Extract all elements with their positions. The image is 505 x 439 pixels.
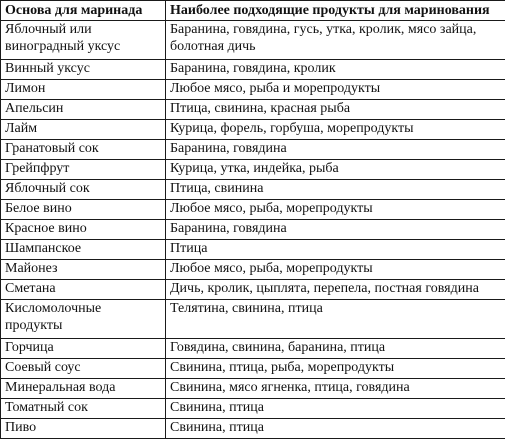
cell-products: Баранина, говядина [166,140,505,160]
cell-base: Соевый соус [1,359,166,379]
table-row [1,419,505,439]
cell-products: Свинина, птица [166,399,505,419]
cell-base: Горчица [1,339,166,359]
cell-products: Свинина, птица [166,419,505,439]
table-row [1,280,505,300]
cell-products: Любое мясо, рыба, морепродукты [166,260,505,280]
table-row [1,220,505,240]
cell-products: Баранина, говядина [166,220,505,240]
cell-base: Грейпфрут [1,160,166,180]
cell-products: Любое мясо, рыба и морепродукты [166,80,505,100]
table-row [1,60,505,80]
cell-base: Яблочный сок [1,180,166,200]
cell-products: Свинина, птица, рыба, морепродукты [166,359,505,379]
table-row [1,160,505,180]
cell-base: Минеральная вода [1,379,166,399]
cell-base: Майонез [1,260,166,280]
cell-products: Птица, свинина [166,180,505,200]
table-row [1,21,505,60]
table-row [1,120,505,140]
cell-base: Лайм [1,120,166,140]
cell-base: Красное вино [1,220,166,240]
table-row [1,300,505,339]
cell-products: Птица [166,240,505,260]
table-row [1,140,505,160]
cell-products: Любое мясо, рыба, морепродукты [166,200,505,220]
table-header-row [1,1,505,21]
cell-base: Шампанское [1,240,166,260]
table-row [1,200,505,220]
table-row [1,359,505,379]
cell-products: Телятина, свинина, птица [166,300,505,339]
table-row [1,240,505,260]
cell-products: Курица, утка, индейка, рыба [166,160,505,180]
cell-base: Кисломолочные продукты [1,300,166,339]
cell-base: Сметана [1,280,166,300]
cell-products: Говядина, свинина, баранина, птица [166,339,505,359]
cell-products: Птица, свинина, красная рыба [166,100,505,120]
cell-base: Белое вино [1,200,166,220]
table-row [1,80,505,100]
cell-products: Свинина, мясо ягненка, птица, говядина [166,379,505,399]
table-row [1,260,505,280]
cell-base: Яблочный или виноградный уксус [1,21,166,60]
cell-base: Апельсин [1,100,166,120]
cell-base: Гранатовый сок [1,140,166,160]
cell-products: Курица, форель, горбуша, морепродукты [166,120,505,140]
cell-products: Баранина, говядина, гусь, утка, кролик, мясо зайца, болотная дичь [166,21,505,60]
table-row [1,180,505,200]
cell-products: Дичь, кролик, цыплята, перепела, постная говядина [166,280,505,300]
cell-base: Лимон [1,80,166,100]
cell-base: Томатный сок [1,399,166,419]
cell-base: Винный уксус [1,60,166,80]
table-row [1,100,505,120]
cell-products: Баранина, говядина, кролик [166,60,505,80]
column-header-base: Основа для маринада [1,1,166,21]
table-row [1,379,505,399]
column-header-products: Наиболее подходящие продукты для маринования [166,1,505,21]
table-row [1,339,505,359]
table-row [1,399,505,419]
cell-base: Пиво [1,419,166,439]
